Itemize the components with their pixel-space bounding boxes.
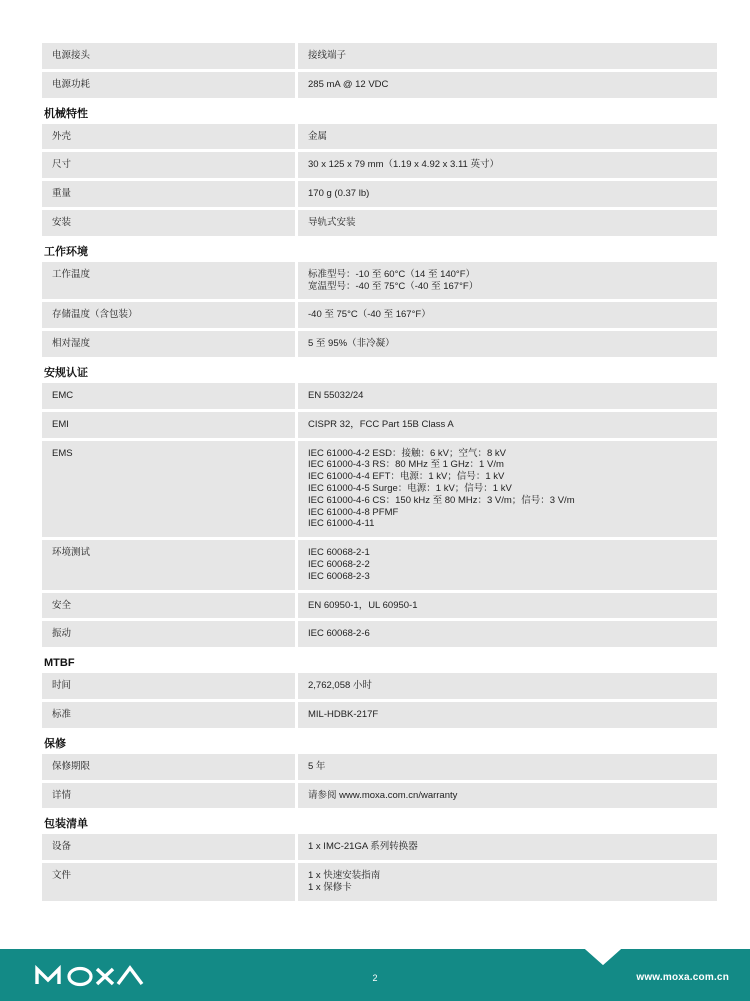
spec-label: EMC: [42, 383, 295, 409]
spec-value-line: IEC 60068-2-6: [308, 628, 370, 640]
spec-value-line: 请参阅 www.moxa.com.cn/warranty: [308, 789, 458, 801]
spec-row: [42, 540, 717, 589]
spec-value: [298, 43, 717, 69]
section-heading: 机械特性: [44, 107, 88, 120]
spec-value: [298, 702, 717, 728]
spec-label: 尺寸: [42, 152, 295, 178]
spec-value: [298, 72, 717, 98]
spec-value-line: IEC 61000-4-4 EFT：电源：1 kV；信号：1 kV: [308, 471, 505, 483]
spec-value-line: 1 x IMC-21GA 系列转换器: [308, 841, 418, 853]
spec-table: [42, 43, 717, 904]
spec-label: 详情: [42, 783, 295, 809]
spec-label: 外壳: [42, 124, 295, 150]
spec-value-line: 170 g (0.37 lb): [308, 188, 370, 200]
spec-label: 环境测试: [42, 540, 295, 589]
spec-label: EMI: [42, 412, 295, 438]
spec-value-line: IEC 60068-2-2: [308, 558, 370, 570]
spec-value-line: IEC 61000-4-3 RS：80 MHz 至 1 GHz：1 V/m: [308, 459, 504, 471]
spec-value: [298, 673, 717, 699]
spec-value-line: IEC 61000-4-5 Surge：电源：1 kV；信号：1 kV: [308, 482, 512, 494]
spec-value: [298, 441, 717, 538]
spec-value-line: CISPR 32，FCC Part 15B Class A: [308, 418, 454, 430]
spec-value: [298, 124, 717, 150]
spec-label: 时间: [42, 673, 295, 699]
spec-row: [42, 262, 717, 300]
spec-value-line: 接线端子: [308, 50, 347, 61]
spec-label: 电源功耗: [42, 72, 295, 98]
spec-row: [42, 783, 717, 809]
spec-value: [298, 262, 717, 300]
spec-label: 重量: [42, 181, 295, 207]
spec-value-line: 285 mA @ 12 VDC: [308, 78, 389, 90]
spec-value-line: 金属: [308, 130, 328, 142]
spec-value-line: 5 至 95%（非冷凝）: [308, 338, 395, 350]
spec-row: [42, 754, 717, 780]
spec-value-line: IEC 61000-4-6 CS：150 kHz 至 80 MHz：3 V/m；信号：3 V/m: [308, 494, 575, 506]
spec-value: [298, 181, 717, 207]
spec-row: [42, 72, 717, 98]
spec-value-line: IEC 60068-2-3: [308, 570, 370, 582]
spec-row: [42, 124, 717, 150]
spec-label: 保修期限: [42, 754, 295, 780]
spec-row: [42, 181, 717, 207]
spec-label: 安全: [42, 593, 295, 619]
spec-value: [298, 331, 717, 357]
section-heading: 保修: [44, 737, 66, 750]
spec-row: [42, 302, 717, 328]
spec-value-line: IEC 61000-4-8 PFMF: [308, 506, 399, 518]
spec-value-line: EN 60950-1，UL 60950-1: [308, 599, 418, 611]
spec-value-line: EN 55032/24: [308, 389, 364, 401]
spec-value-line: IEC 61000-4-2 ESD：接触：6 kV；空气：8 kV: [308, 447, 506, 459]
section-heading: 包装清单: [44, 818, 88, 831]
spec-row: [42, 412, 717, 438]
spec-value: [298, 783, 717, 809]
spec-value-line: 导轨式安装: [308, 216, 356, 228]
spec-value: [298, 383, 717, 409]
spec-value: [298, 754, 717, 780]
spec-label: 存储温度（含包装）: [42, 302, 295, 328]
section-heading: 工作环境: [44, 245, 88, 258]
spec-value-line: MIL-HDBK-217F: [308, 708, 379, 720]
spec-row: [42, 331, 717, 357]
spec-row: [42, 441, 717, 538]
spec-value-line: 宽温型号：-40 至 75°C（-40 至 167°F）: [308, 280, 479, 292]
spec-value: [298, 152, 717, 178]
moxa-logo: [35, 965, 165, 987]
spec-value-line: 1 x 保修卡: [308, 881, 352, 893]
spec-row: [42, 593, 717, 619]
spec-label: 电源接头: [42, 43, 295, 69]
spec-value-line: 1 x 快速安装指南: [308, 870, 381, 882]
spec-value: [298, 412, 717, 438]
spec-value-line: 2,762,058 小时: [308, 680, 372, 692]
spec-label: 标准: [42, 702, 295, 728]
footer-url[interactable]: www.moxa.com.cn: [636, 972, 729, 983]
spec-value-line: 30 x 125 x 79 mm（1.19 x 4.92 x 3.11 英寸）: [308, 159, 499, 171]
spec-label: 振动: [42, 621, 295, 647]
spec-value: [298, 540, 717, 589]
spec-value: [298, 863, 717, 901]
spec-row: [42, 210, 717, 236]
page-number: 2: [372, 973, 378, 983]
spec-row: [42, 383, 717, 409]
spec-row: [42, 673, 717, 699]
spec-row: [42, 834, 717, 860]
spec-label: 工作温度: [42, 262, 295, 300]
spec-value-line: 5 年: [308, 760, 326, 772]
section-heading: 安规认证: [44, 366, 88, 379]
spec-value: [298, 593, 717, 619]
spec-label: 相对湿度: [42, 331, 295, 357]
spec-row: [42, 152, 717, 178]
spec-label: 文件: [42, 863, 295, 901]
spec-value-line: -40 至 75°C（-40 至 167°F）: [308, 309, 431, 321]
spec-row: [42, 621, 717, 647]
spec-value-line: IEC 60068-2-1: [308, 547, 370, 559]
section-heading: MTBF: [44, 657, 75, 670]
spec-row: [42, 863, 717, 901]
spec-label: 设备: [42, 834, 295, 860]
spec-value-line: 标准型号：-10 至 60°C（14 至 140°F）: [308, 268, 476, 280]
spec-value-line: IEC 61000-4-11: [308, 518, 375, 530]
spec-label: EMS: [42, 441, 295, 538]
spec-value: [298, 302, 717, 328]
spec-value: [298, 834, 717, 860]
spec-value: [298, 210, 717, 236]
spec-label: 安装: [42, 210, 295, 236]
spec-row: [42, 43, 717, 69]
spec-row: [42, 702, 717, 728]
spec-value: [298, 621, 717, 647]
